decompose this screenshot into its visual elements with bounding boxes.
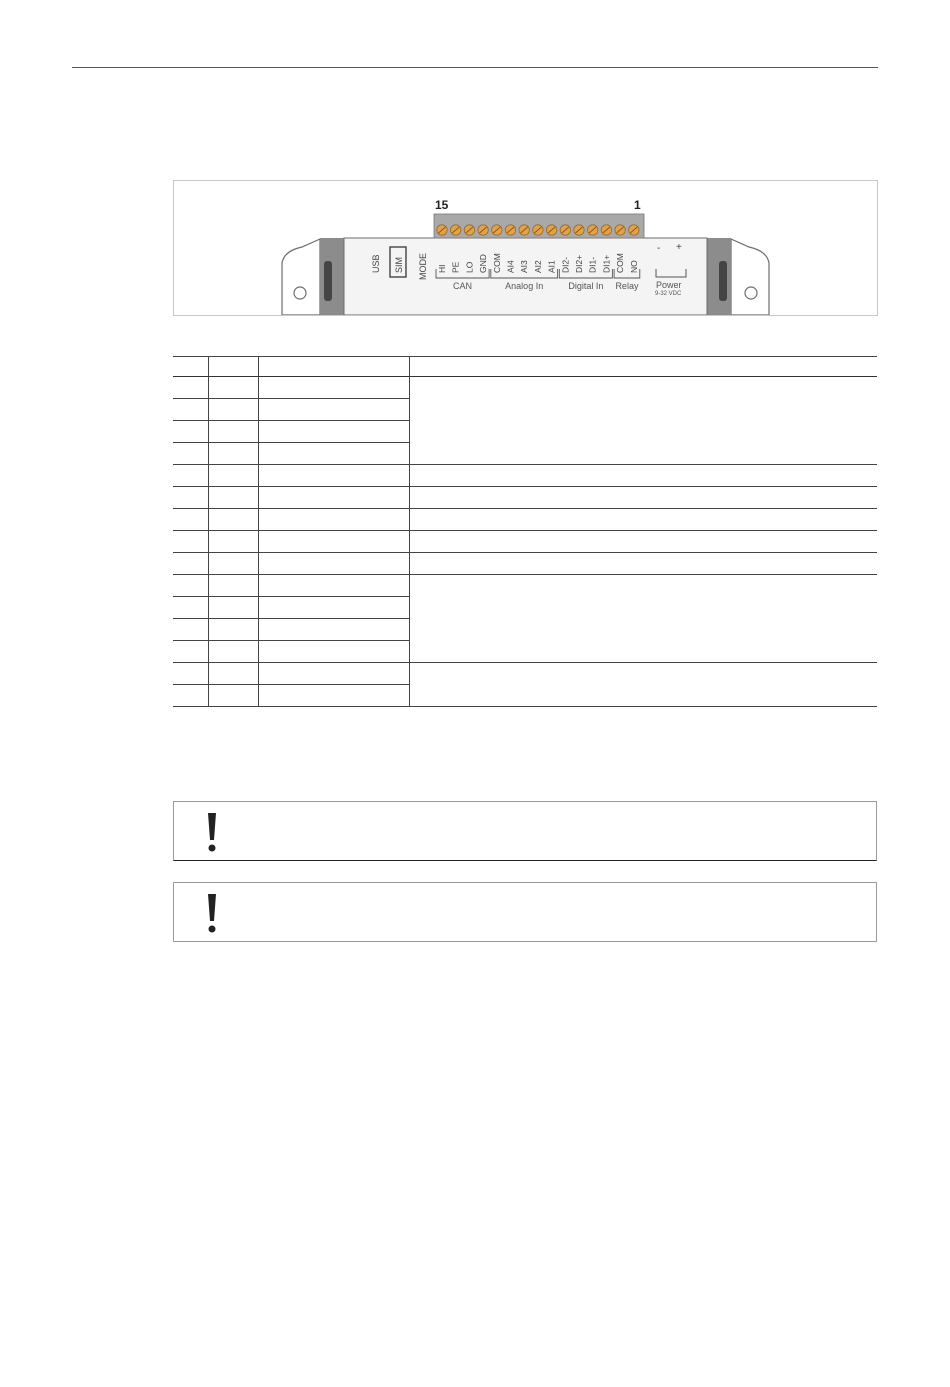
table-cell xyxy=(258,663,409,685)
exclamation-icon xyxy=(200,810,224,854)
terminal-label: DI1- xyxy=(587,256,598,273)
header-cell-signal xyxy=(258,357,409,377)
terminal-label: COM xyxy=(491,253,502,273)
table-cell xyxy=(208,421,258,443)
power-label: Power xyxy=(656,280,682,290)
table-cell xyxy=(208,575,258,597)
header-rule xyxy=(72,67,878,68)
description-cell xyxy=(409,465,877,487)
table-cell xyxy=(208,553,258,575)
table-cell xyxy=(208,531,258,553)
table-cell xyxy=(173,487,208,509)
header-cell-id xyxy=(208,357,258,377)
table-cell xyxy=(258,531,409,553)
terminal-label: DI1+ xyxy=(601,254,612,273)
device-drawing xyxy=(174,181,877,315)
terminal-label: NO xyxy=(628,260,639,273)
table-cell xyxy=(173,663,208,685)
table-row xyxy=(173,509,877,531)
terminal-label: AI2 xyxy=(532,260,543,273)
table-cell xyxy=(258,641,409,663)
table-cell xyxy=(173,619,208,641)
table-cell xyxy=(173,575,208,597)
table-cell xyxy=(258,487,409,509)
table-cell xyxy=(173,531,208,553)
table-cell xyxy=(208,641,258,663)
terminal-label: PE xyxy=(450,261,461,273)
table-cell xyxy=(258,575,409,597)
power-plus-label: + xyxy=(676,242,682,253)
table-row xyxy=(173,377,877,399)
table-cell xyxy=(258,509,409,531)
power-minus-label: - xyxy=(657,243,661,254)
table-cell xyxy=(173,465,208,487)
group-label: Analog In xyxy=(505,281,544,291)
pin-assignment-table xyxy=(173,356,877,707)
table-row xyxy=(173,553,877,575)
table-row xyxy=(173,487,877,509)
description-cell xyxy=(409,553,877,575)
group-label: CAN xyxy=(453,281,473,291)
terminal-label: DI2- xyxy=(560,256,571,273)
table-cell xyxy=(208,685,258,707)
table-cell xyxy=(173,443,208,465)
table-row xyxy=(173,575,877,597)
table-cell xyxy=(173,421,208,443)
table-row xyxy=(173,531,877,553)
table-cell xyxy=(208,509,258,531)
table-cell xyxy=(173,553,208,575)
terminal-label: AI3 xyxy=(519,260,530,273)
table-cell xyxy=(258,443,409,465)
table-cell xyxy=(173,685,208,707)
terminal-label: GND xyxy=(478,254,489,273)
table-cell xyxy=(208,663,258,685)
table-cell xyxy=(208,465,258,487)
table-cell xyxy=(258,399,409,421)
notice-box xyxy=(173,801,877,861)
description-cell xyxy=(409,509,877,531)
table-cell xyxy=(258,685,409,707)
description-cell xyxy=(409,531,877,553)
side-label: MODE xyxy=(418,253,428,280)
header-cell-description xyxy=(409,357,877,377)
table-cell xyxy=(258,465,409,487)
table-cell xyxy=(208,619,258,641)
header-cell-pin xyxy=(173,357,208,377)
description-cell xyxy=(409,663,877,707)
pin-number-last: 1 xyxy=(634,198,641,212)
notice-box xyxy=(173,882,877,942)
table-cell xyxy=(173,597,208,619)
side-label: USB xyxy=(371,254,381,273)
group-label: Relay xyxy=(615,281,639,291)
table-row xyxy=(173,465,877,487)
table-row xyxy=(173,663,877,685)
exclamation-icon xyxy=(200,891,224,935)
table-header-row xyxy=(173,357,877,377)
table-cell xyxy=(173,399,208,421)
table-cell xyxy=(258,553,409,575)
pin-number-first: 15 xyxy=(435,198,449,212)
description-cell xyxy=(409,377,877,465)
terminal-label: LO xyxy=(464,261,475,273)
table-cell xyxy=(258,619,409,641)
description-cell xyxy=(409,575,877,663)
table-cell xyxy=(258,377,409,399)
table-cell xyxy=(173,509,208,531)
power-voltage-label: 9-32 VDC xyxy=(655,291,682,297)
group-label: Digital In xyxy=(568,281,604,291)
table-cell xyxy=(208,377,258,399)
table-cell xyxy=(208,399,258,421)
table-cell xyxy=(208,487,258,509)
terminal-label: HI xyxy=(437,264,447,273)
side-label: SIM xyxy=(394,256,404,273)
terminal-label: DI2+ xyxy=(574,254,584,273)
terminal-label: COM xyxy=(615,253,626,273)
table-cell xyxy=(258,421,409,443)
table-cell xyxy=(173,377,208,399)
table-cell xyxy=(173,641,208,663)
description-cell xyxy=(409,487,877,509)
device-terminal-figure xyxy=(173,180,878,316)
terminal-label: AI1 xyxy=(546,260,557,273)
table-cell xyxy=(258,597,409,619)
table-cell xyxy=(208,443,258,465)
table-cell xyxy=(208,597,258,619)
terminal-label: AI4 xyxy=(505,260,516,273)
